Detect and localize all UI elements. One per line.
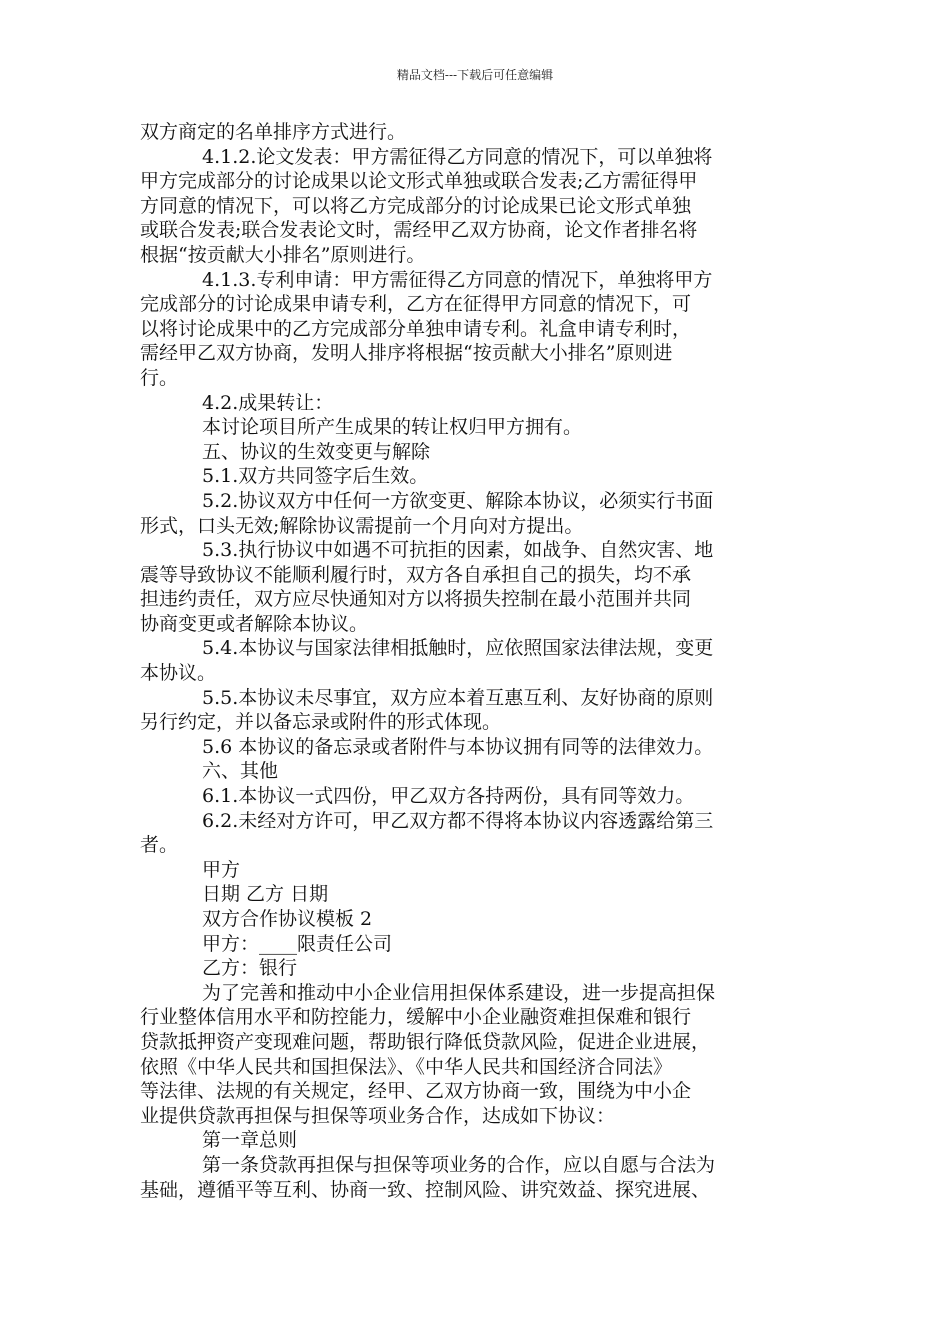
text-line: 另行约定，并以备忘录或附件的形式体现。 [140,711,502,734]
text-line: 业提供贷款再担保与担保等项业务合作，达成如下协议： [140,1104,616,1127]
text-line: 等法律、法规的有关规定，经甲、乙双方协商一致，围绕为中小企 [140,1080,692,1103]
text-line: 本讨论项目所产生成果的转让权归甲方拥有。 [202,416,583,439]
text-line: 贷款抵押资产变现难问题，帮助银行降低贷款风险，促进企业进展， [140,1030,711,1053]
text-line: 本协议。 [140,662,217,685]
text-line: 或联合发表;联合发表论文时，需经甲乙双方协商，论文作者排名将 [140,219,698,242]
text-line: 根据“按贡献大小排名”原则进行。 [140,243,426,266]
text-line: 担违约责任，双方应尽快通知对方以将损失控制在最小范围并共同 [140,588,692,611]
text-line: 乙方：银行 [202,957,298,980]
text-line: 日期 乙方 日期 [202,883,329,906]
text-line: 6.1.本协议一式四份，甲乙双方各持两份，具有同等效力。 [202,785,695,808]
text-line: 双方商定的名单排序方式进行。 [140,121,407,143]
text-line: 以将讨论成果中的乙方完成部分单独申请专利。礼盒申请专利时， [140,317,692,340]
text-line: 4.1.3.专利申请：甲方需征得乙方同意的情况下，单独将甲方 [202,268,713,291]
text-line: 需经甲乙双方协商，发明人排序将根据“按贡献大小排名”原则进 [140,342,673,365]
text-line: 6.2.未经对方许可，甲乙双方都不得将本协议内容透露给第三 [202,809,714,832]
text-line: 者。 [140,834,179,857]
text-line: 第一章总则 [202,1129,298,1152]
text-line: 双方合作协议模板 2 [202,908,373,930]
text-line: 5.3.执行协议中如遇不可抗拒的因素，如战争、自然灾害、地 [202,539,714,562]
text-line: 第一条贷款再担保与担保等项业务的合作，应以自愿与合法为 [202,1153,716,1176]
text-line: 甲方 [202,858,241,881]
text-line: 协商变更或者解除本协议。 [140,612,369,635]
text-line: 5.5.本协议未尽事宜，双方应本着互惠互利、友好协商的原则 [202,686,714,709]
text-line: 六、其他 [202,760,279,783]
text-line: 5.1.双方共同签字后生效。 [202,465,429,488]
document-body [140,120,820,1202]
text-line: 基础，遵循平等互利、协商一致、控制风险、讲究效益、探究进展、 [140,1178,711,1201]
text-line: 4.1.2.论文发表：甲方需征得乙方同意的情况下，可以单独将 [202,145,713,168]
text-line: 5.6 本协议的备忘录或者附件与本协议拥有同等的法律效力。 [202,735,714,758]
text-line: 方同意的情况下，可以将乙方完成部分的讨论成果已论文形式单独 [140,194,692,217]
text-line: 完成部分的讨论成果申请专利，乙方在征得甲方同意的情况下，可 [140,293,692,316]
text-line: 行业整体信用水平和防控能力，缓解中小企业融资难担保难和银行 [140,1006,692,1029]
text-line: 甲方：____限责任公司 [202,932,393,955]
page-header: 精品文档---下载后可任意编辑 [396,68,554,82]
text-line: 行。 [140,366,179,389]
text-line: 依照《中华人民共和国担保法》、《中华人民共和国经济合同法》 [140,1055,673,1078]
text-line: 震等导致协议不能顺利履行时，双方各自承担自己的损失，均不承 [140,563,692,586]
text-line: 5.4.本协议与国家法律相抵触时，应依照国家法律法规，变更 [202,637,714,660]
text-line: 为了完善和推动中小企业信用担保体系建设，进一步提高担保 [202,981,716,1004]
text-line: 五、协议的生效变更与解除 [202,440,431,463]
text-line: 形式，口头无效;解除协议需提前一个月向对方提出。 [140,514,584,537]
text-line: 甲方完成部分的讨论成果以论文形式单独或联合发表;乙方需征得甲 [140,170,698,193]
text-line: 4.2.成果转让： [202,391,334,414]
text-line: 5.2.协议双方中任何一方欲变更、解除本协议，必须实行书面 [202,489,714,512]
